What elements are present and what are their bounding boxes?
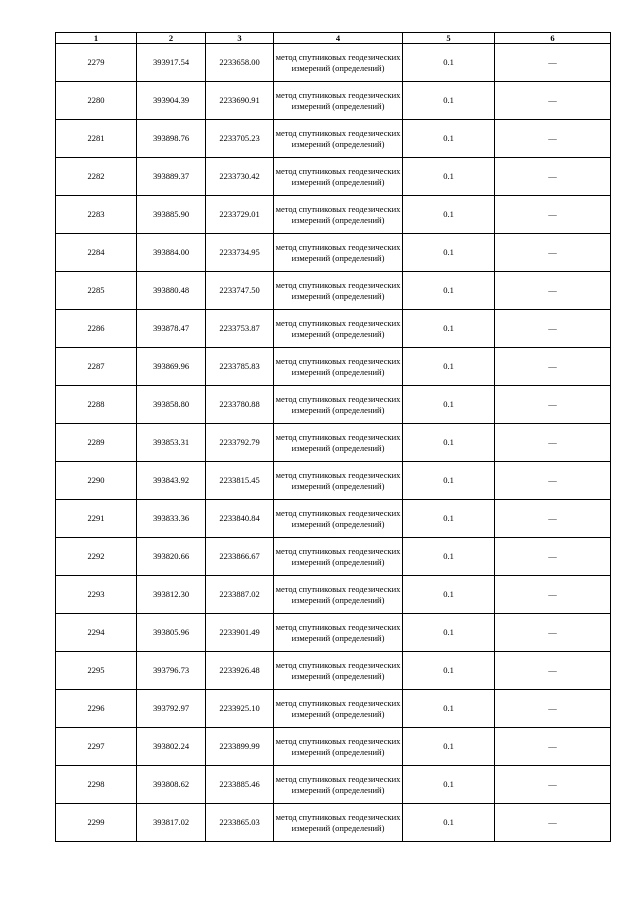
y-coordinate-cell: 2233866.67 [206, 538, 274, 576]
accuracy-cell: 0.1 [403, 310, 495, 348]
table-row [56, 538, 611, 576]
table-row [56, 728, 611, 766]
accuracy-cell: 0.1 [403, 538, 495, 576]
method-cell: метод спутниковых геодезических измерений (определений) [274, 234, 403, 272]
table-header-row [56, 33, 611, 44]
point-number-cell: 2279 [56, 44, 137, 82]
description-cell: — [495, 196, 611, 234]
x-coordinate-cell: 393880.48 [137, 272, 206, 310]
point-number-cell: 2287 [56, 348, 137, 386]
method-cell: метод спутниковых геодезических измерений (определений) [274, 196, 403, 234]
column-header-5: 5 [403, 33, 495, 44]
table-row [56, 766, 611, 804]
table-row [56, 424, 611, 462]
point-number-cell: 2290 [56, 462, 137, 500]
accuracy-cell: 0.1 [403, 690, 495, 728]
method-cell: метод спутниковых геодезических измерений (определений) [274, 120, 403, 158]
accuracy-cell: 0.1 [403, 804, 495, 842]
y-coordinate-cell: 2233925.10 [206, 690, 274, 728]
point-number-cell: 2293 [56, 576, 137, 614]
y-coordinate-cell: 2233785.83 [206, 348, 274, 386]
y-coordinate-cell: 2233729.01 [206, 196, 274, 234]
method-cell: метод спутниковых геодезических измерений (определений) [274, 348, 403, 386]
description-cell: — [495, 728, 611, 766]
x-coordinate-cell: 393858.80 [137, 386, 206, 424]
table-row [56, 614, 611, 652]
method-cell: метод спутниковых геодезических измерений (определений) [274, 500, 403, 538]
x-coordinate-cell: 393792.97 [137, 690, 206, 728]
column-header-4: 4 [274, 33, 403, 44]
description-cell: — [495, 310, 611, 348]
point-number-cell: 2295 [56, 652, 137, 690]
accuracy-cell: 0.1 [403, 196, 495, 234]
x-coordinate-cell: 393802.24 [137, 728, 206, 766]
description-cell: — [495, 804, 611, 842]
description-cell: — [495, 120, 611, 158]
accuracy-cell: 0.1 [403, 462, 495, 500]
description-cell: — [495, 652, 611, 690]
description-cell: — [495, 690, 611, 728]
accuracy-cell: 0.1 [403, 500, 495, 538]
accuracy-cell: 0.1 [403, 272, 495, 310]
x-coordinate-cell: 393833.36 [137, 500, 206, 538]
x-coordinate-cell: 393853.31 [137, 424, 206, 462]
method-cell: метод спутниковых геодезических измерений (определений) [274, 614, 403, 652]
accuracy-cell: 0.1 [403, 766, 495, 804]
x-coordinate-cell: 393885.90 [137, 196, 206, 234]
x-coordinate-cell: 393878.47 [137, 310, 206, 348]
accuracy-cell: 0.1 [403, 728, 495, 766]
y-coordinate-cell: 2233747.50 [206, 272, 274, 310]
table-row [56, 120, 611, 158]
y-coordinate-cell: 2233658.00 [206, 44, 274, 82]
accuracy-cell: 0.1 [403, 82, 495, 120]
accuracy-cell: 0.1 [403, 652, 495, 690]
x-coordinate-cell: 393898.76 [137, 120, 206, 158]
accuracy-cell: 0.1 [403, 424, 495, 462]
table-row [56, 348, 611, 386]
point-number-cell: 2291 [56, 500, 137, 538]
x-coordinate-cell: 393796.73 [137, 652, 206, 690]
table-row [56, 500, 611, 538]
point-number-cell: 2283 [56, 196, 137, 234]
accuracy-cell: 0.1 [403, 158, 495, 196]
column-header-3: 3 [206, 33, 274, 44]
y-coordinate-cell: 2233792.79 [206, 424, 274, 462]
description-cell: — [495, 44, 611, 82]
method-cell: метод спутниковых геодезических измерений (определений) [274, 538, 403, 576]
accuracy-cell: 0.1 [403, 348, 495, 386]
table-row [56, 44, 611, 82]
method-cell: метод спутниковых геодезических измерений (определений) [274, 576, 403, 614]
y-coordinate-cell: 2233690.91 [206, 82, 274, 120]
method-cell: метод спутниковых геодезических измерений (определений) [274, 386, 403, 424]
x-coordinate-cell: 393820.66 [137, 538, 206, 576]
y-coordinate-cell: 2233705.23 [206, 120, 274, 158]
point-number-cell: 2286 [56, 310, 137, 348]
point-number-cell: 2280 [56, 82, 137, 120]
point-number-cell: 2285 [56, 272, 137, 310]
description-cell: — [495, 234, 611, 272]
y-coordinate-cell: 2233885.46 [206, 766, 274, 804]
x-coordinate-cell: 393808.62 [137, 766, 206, 804]
y-coordinate-cell: 2233901.49 [206, 614, 274, 652]
table-row [56, 158, 611, 196]
method-cell: метод спутниковых геодезических измерений (определений) [274, 82, 403, 120]
x-coordinate-cell: 393884.00 [137, 234, 206, 272]
table-row [56, 234, 611, 272]
table-row [56, 804, 611, 842]
accuracy-cell: 0.1 [403, 44, 495, 82]
point-number-cell: 2299 [56, 804, 137, 842]
method-cell: метод спутниковых геодезических измерений (определений) [274, 766, 403, 804]
description-cell: — [495, 766, 611, 804]
y-coordinate-cell: 2233780.88 [206, 386, 274, 424]
method-cell: метод спутниковых геодезических измерений (определений) [274, 158, 403, 196]
point-number-cell: 2298 [56, 766, 137, 804]
description-cell: — [495, 500, 611, 538]
x-coordinate-cell: 393869.96 [137, 348, 206, 386]
method-cell: метод спутниковых геодезических измерений (определений) [274, 310, 403, 348]
x-coordinate-cell: 393904.39 [137, 82, 206, 120]
method-cell: метод спутниковых геодезических измерений (определений) [274, 462, 403, 500]
x-coordinate-cell: 393805.96 [137, 614, 206, 652]
column-header-1: 1 [56, 33, 137, 44]
method-cell: метод спутниковых геодезических измерений (определений) [274, 272, 403, 310]
y-coordinate-cell: 2233865.03 [206, 804, 274, 842]
column-header-6: 6 [495, 33, 611, 44]
method-cell: метод спутниковых геодезических измерений (определений) [274, 44, 403, 82]
table-row [56, 196, 611, 234]
description-cell: — [495, 386, 611, 424]
y-coordinate-cell: 2233887.02 [206, 576, 274, 614]
table-body [56, 44, 611, 842]
column-header-2: 2 [137, 33, 206, 44]
method-cell: метод спутниковых геодезических измерений (определений) [274, 728, 403, 766]
method-cell: метод спутниковых геодезических измерений (определений) [274, 690, 403, 728]
description-cell: — [495, 614, 611, 652]
description-cell: — [495, 272, 611, 310]
description-cell: — [495, 576, 611, 614]
description-cell: — [495, 82, 611, 120]
table-row [56, 310, 611, 348]
coordinates-table [55, 32, 611, 842]
description-cell: — [495, 424, 611, 462]
method-cell: метод спутниковых геодезических измерений (определений) [274, 652, 403, 690]
y-coordinate-cell: 2233926.48 [206, 652, 274, 690]
table-row [56, 386, 611, 424]
point-number-cell: 2284 [56, 234, 137, 272]
point-number-cell: 2297 [56, 728, 137, 766]
point-number-cell: 2289 [56, 424, 137, 462]
table-row [56, 82, 611, 120]
point-number-cell: 2282 [56, 158, 137, 196]
x-coordinate-cell: 393889.37 [137, 158, 206, 196]
accuracy-cell: 0.1 [403, 576, 495, 614]
method-cell: метод спутниковых геодезических измерений (определений) [274, 424, 403, 462]
accuracy-cell: 0.1 [403, 386, 495, 424]
point-number-cell: 2281 [56, 120, 137, 158]
y-coordinate-cell: 2233815.45 [206, 462, 274, 500]
description-cell: — [495, 348, 611, 386]
table-row [56, 690, 611, 728]
x-coordinate-cell: 393812.30 [137, 576, 206, 614]
method-cell: метод спутниковых геодезических измерений (определений) [274, 804, 403, 842]
x-coordinate-cell: 393817.02 [137, 804, 206, 842]
y-coordinate-cell: 2233730.42 [206, 158, 274, 196]
point-number-cell: 2288 [56, 386, 137, 424]
x-coordinate-cell: 393843.92 [137, 462, 206, 500]
y-coordinate-cell: 2233753.87 [206, 310, 274, 348]
description-cell: — [495, 538, 611, 576]
y-coordinate-cell: 2233840.84 [206, 500, 274, 538]
accuracy-cell: 0.1 [403, 120, 495, 158]
table-row [56, 652, 611, 690]
x-coordinate-cell: 393917.54 [137, 44, 206, 82]
table-row [56, 576, 611, 614]
description-cell: — [495, 462, 611, 500]
table-row [56, 272, 611, 310]
description-cell: — [495, 158, 611, 196]
point-number-cell: 2292 [56, 538, 137, 576]
y-coordinate-cell: 2233899.99 [206, 728, 274, 766]
table-row [56, 462, 611, 500]
point-number-cell: 2294 [56, 614, 137, 652]
accuracy-cell: 0.1 [403, 614, 495, 652]
y-coordinate-cell: 2233734.95 [206, 234, 274, 272]
accuracy-cell: 0.1 [403, 234, 495, 272]
point-number-cell: 2296 [56, 690, 137, 728]
